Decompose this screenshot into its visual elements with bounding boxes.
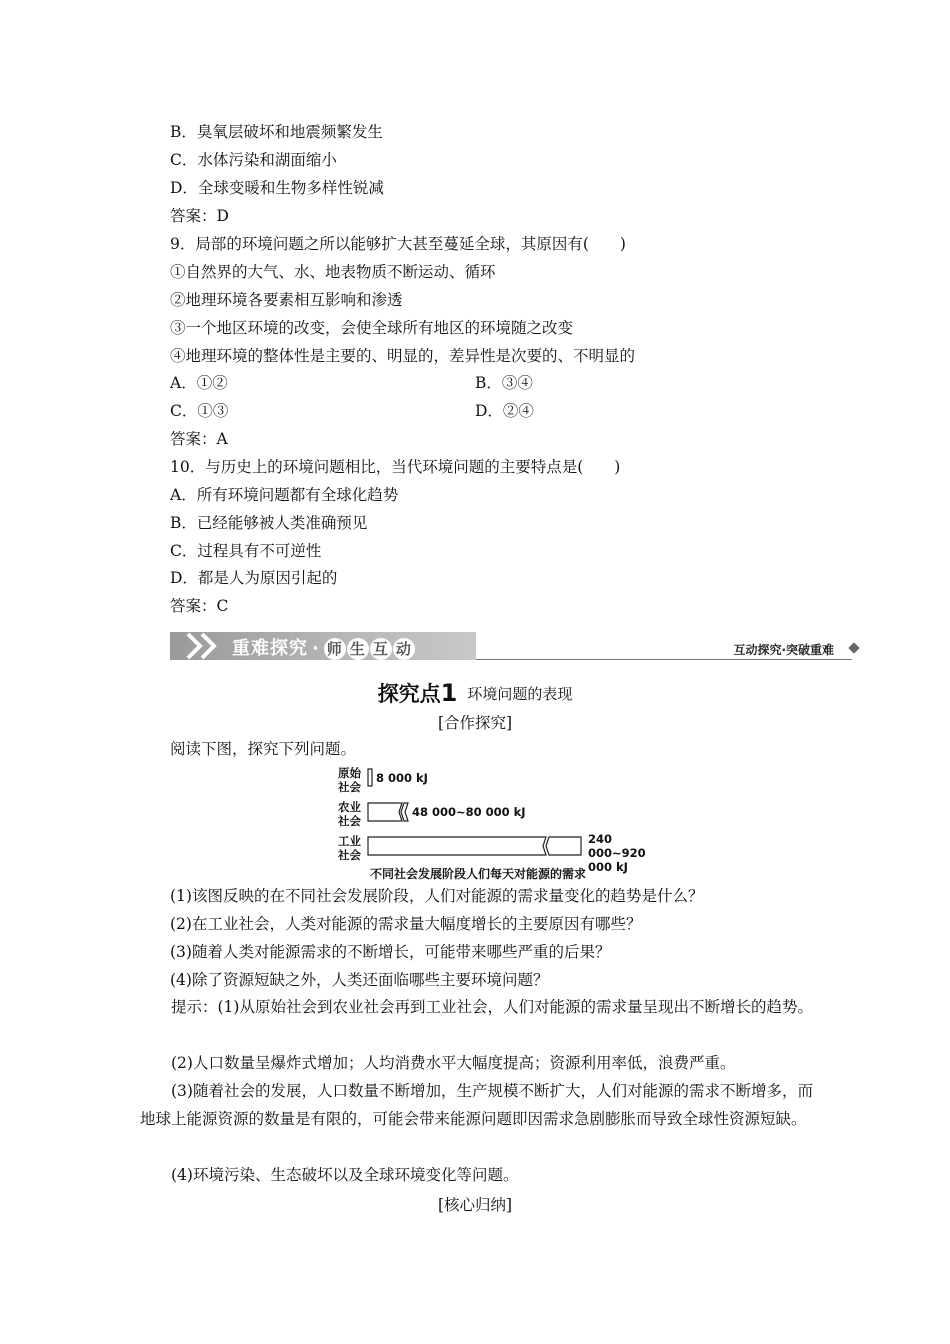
banner-char-2: 生 <box>347 638 369 660</box>
hint-1: 提示：(1)从原始社会到农业社会再到工业社会，人们对能源的需求量呈现出不断增长的趋势。 <box>171 998 813 1016</box>
question-3: (3)随着人类对能源需求的不断增长，可能带来哪些严重的后果？ <box>170 943 611 961</box>
q10-option-c: C．过程具有不可逆性 <box>170 542 322 560</box>
bar-agricultural-society <box>368 803 408 821</box>
q9-answer: 答案：A <box>170 430 228 448</box>
q9-statement-3: ③一个地区环境的改变，会使全球所有地区的环境随之改变 <box>170 319 574 337</box>
q9-statement-1: ①自然界的大气、水、地表物质不断运动、循环 <box>170 263 496 281</box>
q9-option-c: C．①③ <box>170 402 229 420</box>
q10-stem: 10．与历史上的环境问题相比，当代环境问题的主要特点是( ) <box>170 458 621 476</box>
question-4: (4)除了资源短缺之外，人类还面临哪些主要环境问题？ <box>170 971 549 989</box>
banner-rule <box>476 659 852 660</box>
figure-row-label: 工业社会 <box>338 834 361 862</box>
q9-option-d: D．②④ <box>475 402 534 420</box>
question-1: (1)该图反映的在不同社会发展阶段，人们对能源的需求量变化的趋势是什么？ <box>170 887 704 905</box>
q9-statement-2: ②地理环境各要素相互影响和渗透 <box>170 291 403 309</box>
q8-option-c: C．水体污染和湖面缩小 <box>170 151 337 169</box>
figure-row-label: 原始社会 <box>338 766 361 794</box>
q9-option-b: B．③④ <box>475 374 533 392</box>
bar-value-label: 8 000 kJ <box>376 771 428 785</box>
banner-char-4: 动 <box>393 638 415 660</box>
bar-value-label: 240 000~920 000 kJ <box>588 832 646 874</box>
cooperative-inquiry-label: [合作探究] <box>437 714 513 732</box>
bar-industrial-society <box>368 837 581 855</box>
q9-option-a: A．①② <box>170 374 228 392</box>
banner-subtitle: 互动探究·突破重难 <box>733 643 834 657</box>
diamond-icon <box>848 642 859 653</box>
hint-3: (3)随着社会的发展，人口数量不断增加，生产规模不断扩大，人们对能源的需求不断增多，而地球上能源资源的数量是有限的，可能会带来能源问题即因需求急剧膨胀而导致全球性资源短缺。 <box>140 1082 813 1128</box>
figure-intro: 阅读下图，探究下列问题。 <box>170 740 357 758</box>
section-heading <box>0 678 950 708</box>
q9-statement-4: ④地理环境的整体性是主要的、明显的，差异性是次要的、不明显的 <box>170 347 636 365</box>
q8-option-b: B．臭氧层破坏和地震频繁发生 <box>170 123 383 141</box>
q8-answer: 答案：D <box>170 207 229 225</box>
q8-option-d: D．全球变暖和生物多样性锐减 <box>170 179 384 197</box>
bar-value-label: 48 000~80 000 kJ <box>412 805 526 819</box>
q10-option-a: A．所有环境问题都有全球化趋势 <box>170 486 399 504</box>
q9-stem: 9．局部的环境问题之所以能够扩大甚至蔓延全球，其原因有( ) <box>170 235 626 253</box>
question-2: (2)在工业社会，人类对能源的需求量大幅度增长的主要原因有哪些？ <box>170 915 642 933</box>
hint-4: (4)环境污染、生态破坏以及全球环境变化等问题。 <box>171 1166 519 1184</box>
section-subtitle: 环境问题的表现 <box>467 685 573 703</box>
energy-demand-figure <box>336 764 666 882</box>
figure-caption: 不同社会发展阶段人们每天对能源的需求 <box>370 867 587 881</box>
hint-2: (2)人口数量呈爆炸式增加；人均消费水平大幅度提高；资源利用率低，浪费严重。 <box>171 1054 736 1072</box>
banner-title-part1: 重难探究 <box>232 638 308 659</box>
banner-char-1: 师 <box>324 638 346 660</box>
banner-dot: · <box>312 638 320 659</box>
section-number: 1 <box>440 679 458 707</box>
q10-option-b: B．已经能够被人类准确预见 <box>170 514 368 532</box>
q10-option-d: D．都是人为原因引起的 <box>170 569 338 587</box>
chevron-right-icon <box>182 632 230 660</box>
q10-answer: 答案：C <box>170 597 229 615</box>
core-summary-label: [核心归纳] <box>437 1196 513 1214</box>
section-banner <box>170 630 860 662</box>
banner-title <box>232 634 416 660</box>
banner-char-3: 互 <box>370 638 392 660</box>
bar-primitive-society <box>368 769 372 786</box>
figure-row-label: 农业社会 <box>338 800 361 828</box>
section-title: 探究点 <box>377 682 441 706</box>
